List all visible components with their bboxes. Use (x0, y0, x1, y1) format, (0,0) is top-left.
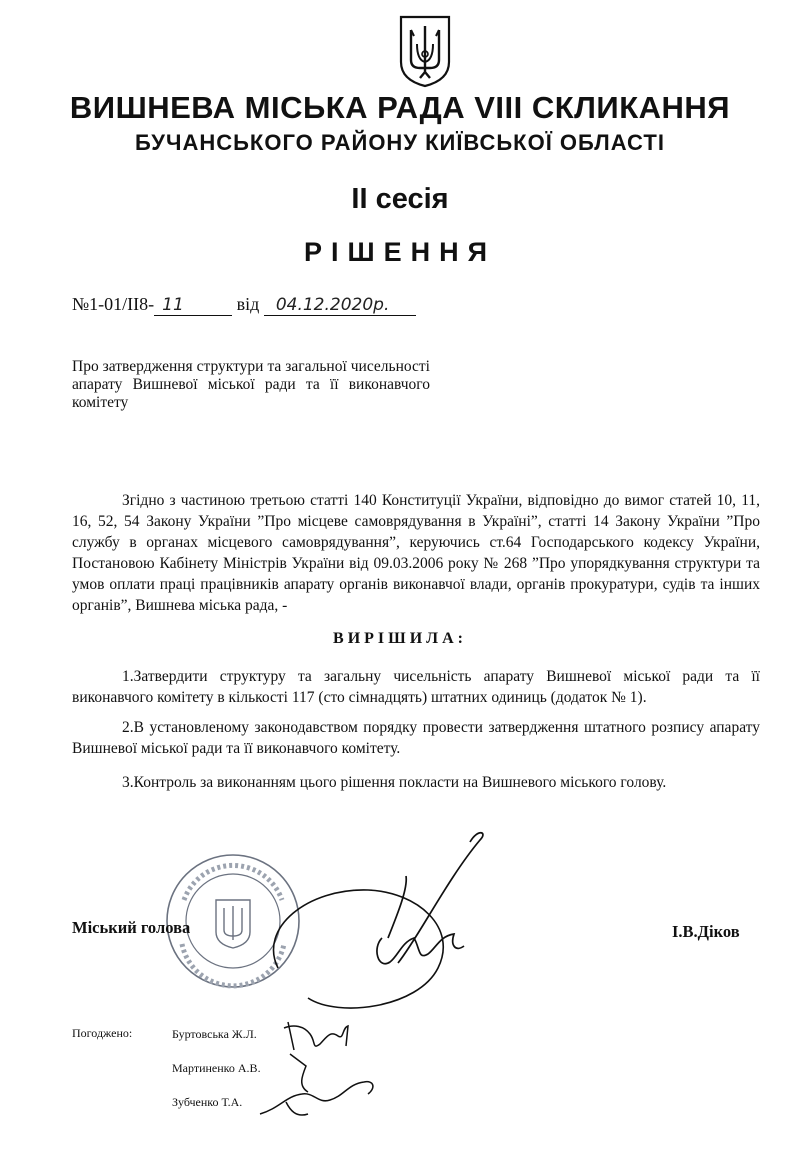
council-title: ВИШНЕВА МІСЬКА РАДА VIII СКЛИКАННЯ (69, 90, 731, 125)
decision-date-handwritten: 04.12.2020р. (275, 295, 390, 315)
decision-number-line (72, 294, 416, 316)
decision-number-prefix: №1-01/ІІ8- (72, 294, 155, 314)
district-subtitle: БУЧАНСЬКОГО РАЙОНУ КИЇВСЬКОЇ ОБЛАСТІ (135, 130, 665, 155)
resolved-heading: ВИРІШИЛА: (333, 630, 467, 647)
trident-crest-icon (398, 14, 452, 88)
resolution-item-3: 3.Контроль за виконанням цього рішення покласти на Вишневого міського голову. (122, 774, 667, 791)
mayor-name: І.В.Діков (672, 922, 740, 941)
approver-name: Зубченко Т.А. (172, 1095, 243, 1109)
preamble-paragraph: Згідно з частиною третьою статті 140 Конституції України, відповідно до вимог статей 10, 11, 16, 52, 54 Закону України ”Про місцеве самоврядування в Україні”, статті 14 Закону України ”Про службу в органах місцевого самоврядування”, керуючись ст.64 Господарського кодексу України, Постановою Кабінету Міністрів України від 09.03.2006 року № 268 ”Про упорядкування структури та умов оплати праці працівників апарату органів виконавчої влади, органів прокуратури, судів та інших органів”, Вишнева міська рада, - (72, 492, 760, 614)
date-label: від (236, 294, 260, 314)
mayor-signature-icon (248, 818, 508, 1028)
decision-number-handwritten: 11 (162, 295, 184, 315)
agreed-label: Погоджено: (72, 1026, 133, 1040)
approver-signatures-icon (250, 1010, 390, 1130)
decision-title: РІШЕННЯ (303, 237, 497, 267)
resolution-item-1: 1.Затвердити структуру та загальну чисельність апарату Вишневої міської ради та її виконавчого комітету в кількості 117 (сто сімнадцять) штатних одиниць (додаток № 1). (72, 668, 760, 706)
resolution-item-2: 2.В установленому законодавством порядку провести затвердження штатного розпису апарату Вишневої міської ради та її виконавчого комітету. (72, 719, 760, 757)
mayor-title: Міський голова (72, 918, 191, 937)
approver-name: Буртовська Ж.Л. (172, 1027, 257, 1041)
session-title: ІІ сесія (351, 183, 449, 215)
approver-name: Мартиненко А.В. (172, 1061, 261, 1075)
decision-subject: Про затвердження структури та загальної чисельності апарату Вишневої міської ради та її виконавчого комітету (72, 358, 430, 411)
